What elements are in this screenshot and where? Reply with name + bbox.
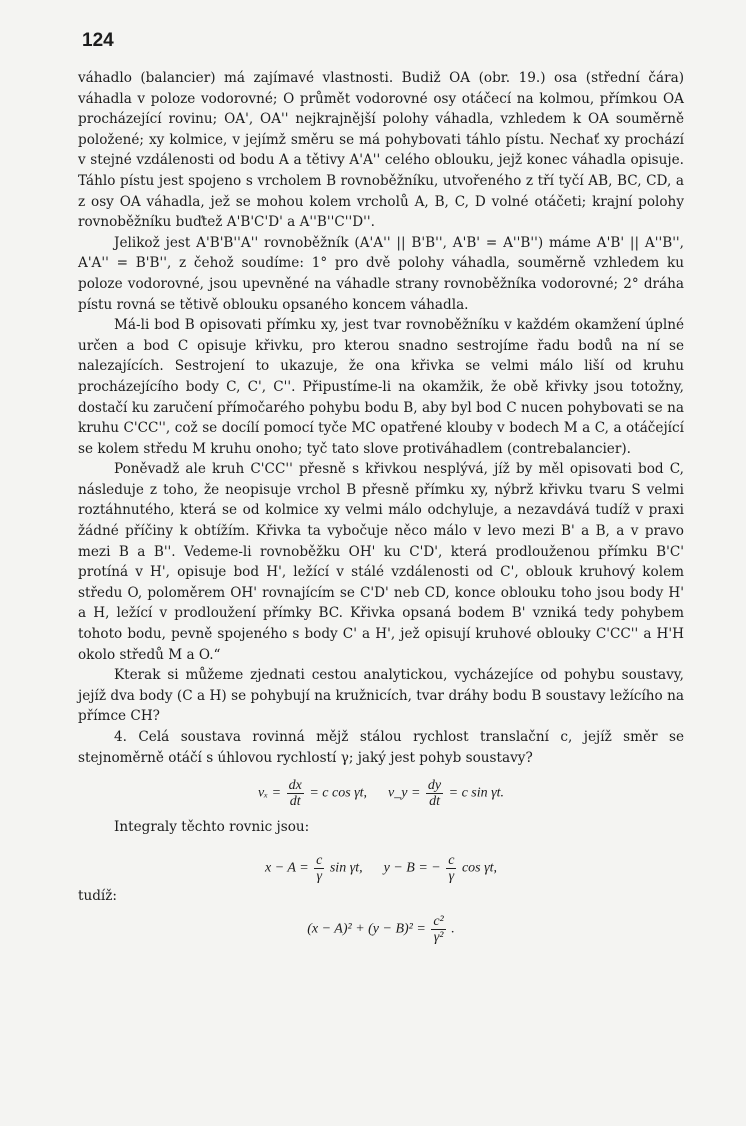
fraction: $\frac{dy}{dt}$ [427,778,442,810]
paragraph: 4. Celá soustava rovinná mějž stálou rychlost translační c, jejíž směr se stejnoměrně otáčí s úhlovou rychlostí γ; jaký jest pohyb soustavy? [78,729,684,766]
equation-velocity: vₓ = $\frac{dx}{dt}$ = c cos γt, v_y = $\frac{dy}{dt}$ = c sin γt. [257,778,505,810]
paragraph: Má-li bod B opisovati přímku xy, jest tvar rovnoběžníku v každém okamžení úplné určen a bod C opisuje křivku, pro kterou snadno sestrojíme řadu bodů na ní se nalezajících. Sestrojení to ukazuje, že ona křivka se velmi málo liší od kruhu procházejícího body C, C', C''. Připustíme-li na okamžik, že obě křivky jsou totožny, dostačí ku zaručení přímočarého pohybu bodu B, aby byl bod C nucen pohybovati se na kruhu C'CC'', což se docílí pomocí tyče MC opatřené klouby v bodech M a C, a otáčející se kolem středu M kruhu onoho; tyč tato slove protiváhadlem (contrebalancier). [78,317,684,457]
page-number: 124 [82,30,114,51]
fraction: $\frac{c}{\gamma}$ [448,853,455,885]
equation-circle: (x − A)² + (y − B)² = $\frac{\text{c²}}{\text{γ²}}$ . [307,914,455,946]
tudiz-label: tudíž: [78,888,118,905]
paragraph: Jelikož jest A'B'B''A'' rovnoběžník (A'A'' || B'B'', A'B' = A''B'') máme A'B' || A''B'', A'A'' = B'B'', z čehož soudíme: 1° pro dvě polohy váhadla, souměrně vzhledem ku poloze vodorovné, jsou upevněné na váhadle strany rovnoběžníka vodorovné; 2° dráha pístu rovná se tětivě oblouku opsaného koncem váhadla. [78,234,684,313]
equation-integrals: x − A = $\frac{c}{\gamma}$ sin γt, y − B = − $\frac{c}{\gamma}$ cos γt, [264,853,498,885]
fraction: $\frac{\text{c²}}{\text{γ²}}$ [433,914,444,946]
fraction: $\frac{dx}{dt}$ [288,778,302,810]
paragraph: váhadlo (balancier) má zajímavé vlastnosti. Budiž OA (obr. 19.) osa (střední čára) váhadla v poloze vodorovné; O průmět vodorovné osy otáčecí na kolmou, přímkou OA procházející rovinu; OA', OA'' nejkrajnější polohy váhadla, vzhledem k OA souměrně položené; xy kolmice, v jejímž směru se má pohybovati táhlo pístu. Nechať xy prochází v stejné vzdálenosti od bodu A a tětivy A'A'' celého oblouku, jejž konec váhadla opisuje. Táhlo pístu jest spojeno s vrcholem B rovnoběžníku, utvořeného z tří tyčí AB, BC, CD, a z osy OA váhadla, jež se mohou kolem vrcholů A, B, C, D volné otáčeti; krajní polohy rovnoběžníku buďtež A'B'C'D' a A''B''C''D''. [78,70,684,231]
paragraph: Kterak si můžeme zjednati cestou analytickou, vycházejíce od pohybu soustavy, jejíž dva body (C a H) se pohybují na kružnicích, tvar dráhy bodu B soustavy ležícího na přímce CH? [78,667,684,725]
integrals-label: Integraly těchto rovnic jsou: [114,819,310,836]
paragraph: Poněvadž ale kruh C'CC'' přesně s křivkou nesplývá, jíž by měl opisovati bod C, následuje z toho, že neopisuje vrchol B přesně přímku xy, nýbrž křivku tvaru S velmi roztáhnutého, která se od kolmice xy velmi málo odchyluje, a nezavdává tudíž v praxi žádné příčiny k obtížím. Křivka ta vybočuje něco málo v levo mezi B' a B, a v pravo mezi B a B''. Vedeme-li rovnoběžku OH' ku C'D', která prodlouženou přímku B'C' protíná v H', opisuje bod H', ležící v stálé vzdálenosti od C', oblouk kruhový kolem středu O, poloměrem OH' rovnajícím se C'D' neb CD, konce oblouku toho jsou body H' a H, ležící v prodloužení přímky BC. Křivka opsaná bodem B' vzniká tedy pohybem tohoto bodu, pevně spojeného s body C' a H', jež opisují kruhové oblouky C'CC'' a H'H okolo středů M a O.“ [78,461,684,663]
fraction: $\frac{c}{\gamma}$ [316,853,323,885]
body-text [78,68,684,768]
